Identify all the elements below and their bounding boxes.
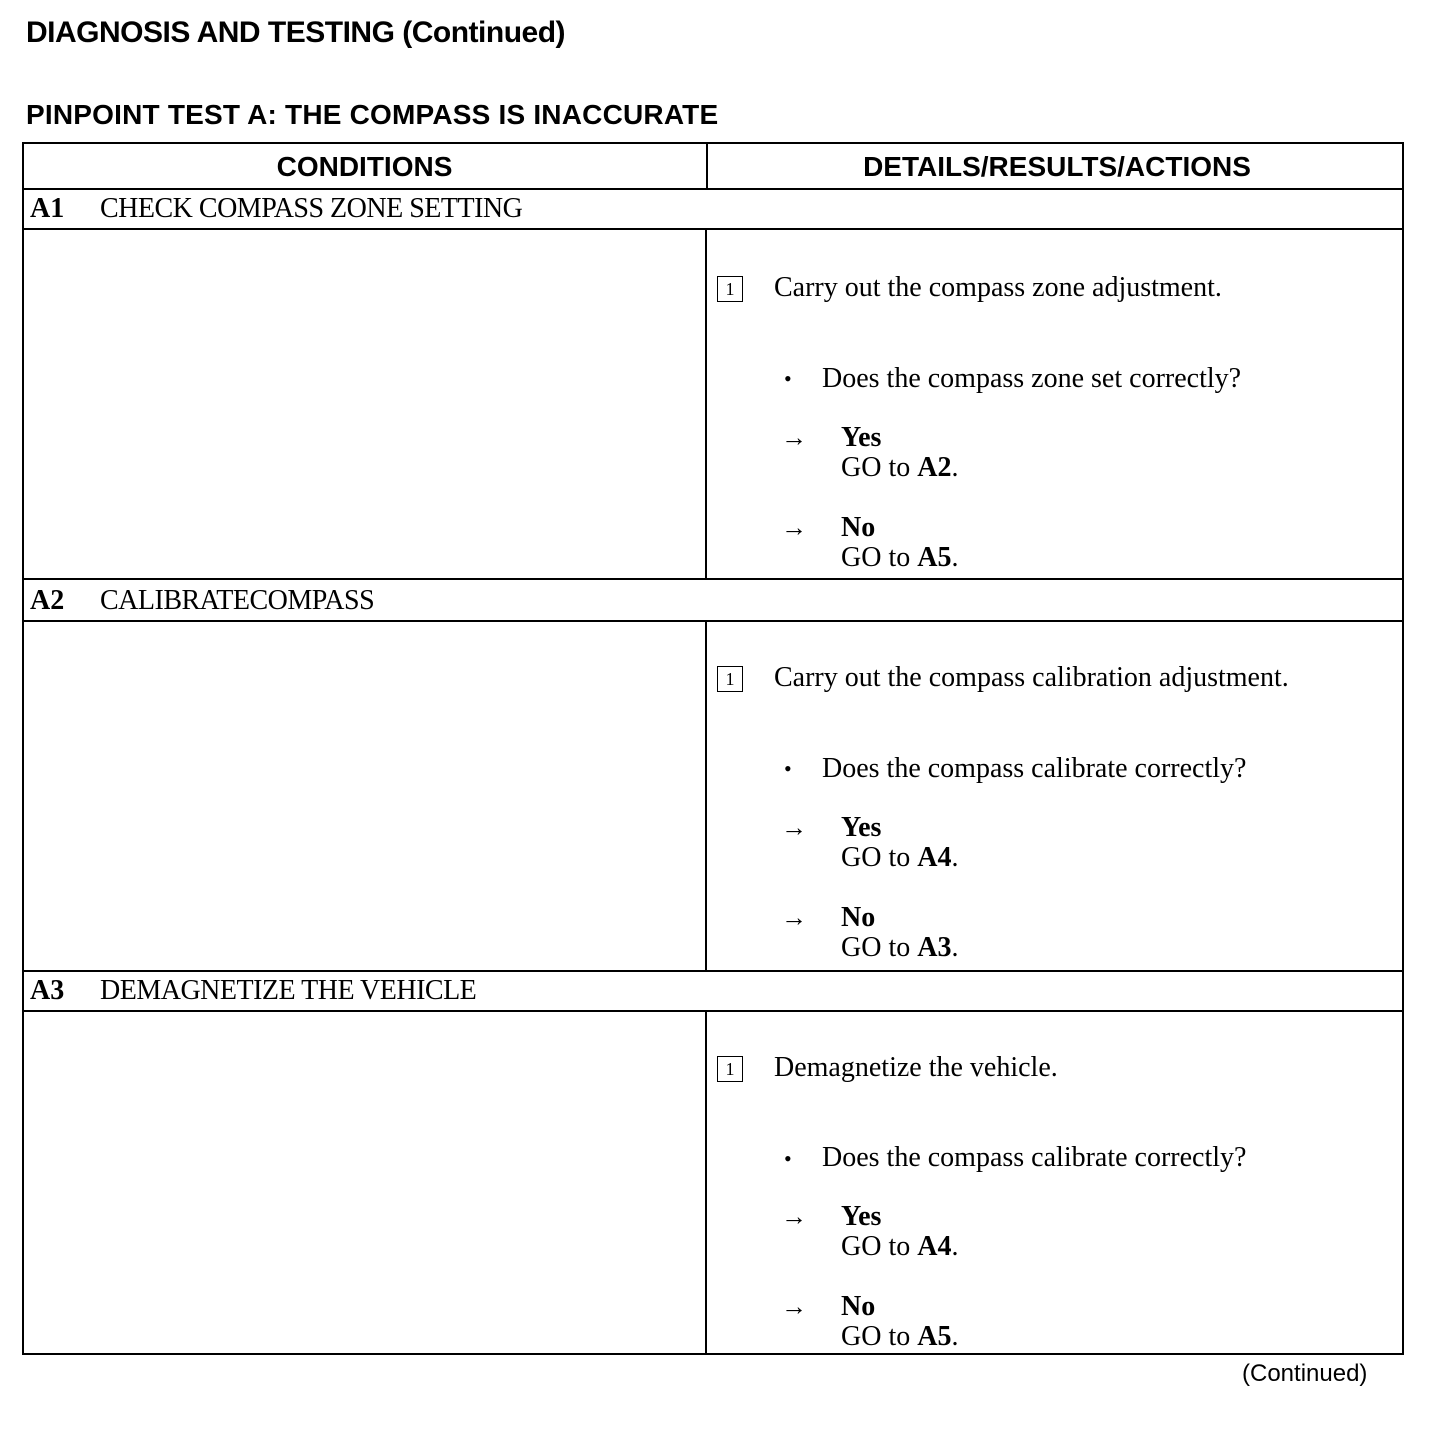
action-text: Demagnetize the vehicle. bbox=[774, 1052, 1058, 1083]
no-goto: GO to A3. bbox=[841, 932, 959, 963]
step-number-box: 1 bbox=[717, 276, 743, 302]
step-code: A1 bbox=[30, 193, 65, 224]
yes-label: Yes bbox=[841, 422, 882, 453]
continued-note: (Continued) bbox=[1242, 1360, 1368, 1387]
action-text: Carry out the compass zone adjustment. bbox=[774, 272, 1222, 303]
details-header: DETAILS/RESULTS/ACTIONS bbox=[706, 144, 1406, 188]
arrow-right-icon: → bbox=[781, 813, 807, 842]
bullet-icon: • bbox=[784, 1146, 792, 1171]
step-a1-body bbox=[24, 230, 1402, 580]
arrow-right-icon: → bbox=[781, 1202, 807, 1231]
no-goto: GO to A5. bbox=[841, 1321, 959, 1352]
yes-goto: GO to A2. bbox=[841, 452, 959, 483]
no-goto: GO to A5. bbox=[841, 542, 959, 573]
conditions-header: CONDITIONS bbox=[276, 151, 453, 182]
step-number-box: 1 bbox=[717, 666, 743, 692]
step-a3-body bbox=[24, 1012, 1402, 1355]
yes-goto: GO to A4. bbox=[841, 1231, 959, 1262]
step-title: CALIBRATECOMPASS bbox=[100, 585, 375, 616]
question-text: Does the compass calibrate correctly? bbox=[822, 753, 1247, 784]
question-text: Does the compass zone set correctly? bbox=[822, 363, 1242, 394]
step-a2-header bbox=[24, 580, 1402, 622]
column-divider bbox=[705, 230, 707, 578]
yes-label: Yes bbox=[841, 1201, 882, 1232]
step-title: DEMAGNETIZE THE VEHICLE bbox=[100, 975, 477, 1006]
step-title: CHECK COMPASS ZONE SETTING bbox=[100, 193, 523, 224]
bullet-icon: • bbox=[784, 366, 792, 391]
bullet-icon: • bbox=[784, 756, 792, 781]
arrow-right-icon: → bbox=[781, 423, 807, 452]
no-label: No bbox=[841, 1291, 876, 1322]
step-a1-header bbox=[24, 188, 1402, 230]
action-text: Carry out the compass calibration adjustment. bbox=[774, 662, 1289, 693]
arrow-right-icon: → bbox=[781, 903, 807, 932]
column-divider bbox=[705, 622, 707, 970]
step-code: A2 bbox=[30, 585, 65, 616]
question-text: Does the compass calibrate correctly? bbox=[822, 1142, 1247, 1173]
step-a2-body bbox=[24, 622, 1402, 972]
pinpoint-test-table bbox=[22, 142, 1404, 1355]
yes-label: Yes bbox=[841, 812, 882, 843]
column-divider bbox=[705, 1012, 707, 1355]
arrow-right-icon: → bbox=[781, 513, 807, 542]
step-number-box: 1 bbox=[717, 1056, 743, 1082]
yes-goto: GO to A4. bbox=[841, 842, 959, 873]
arrow-right-icon: → bbox=[781, 1292, 807, 1321]
step-code: A3 bbox=[30, 975, 65, 1006]
table-header bbox=[24, 144, 1402, 190]
no-label: No bbox=[841, 512, 876, 543]
pinpoint-test-title: PINPOINT TEST A: THE COMPASS IS INACCURATE bbox=[26, 99, 719, 130]
page-title: DIAGNOSIS AND TESTING (Continued) bbox=[26, 16, 566, 49]
step-a3-header bbox=[24, 970, 1402, 1012]
no-label: No bbox=[841, 902, 876, 933]
